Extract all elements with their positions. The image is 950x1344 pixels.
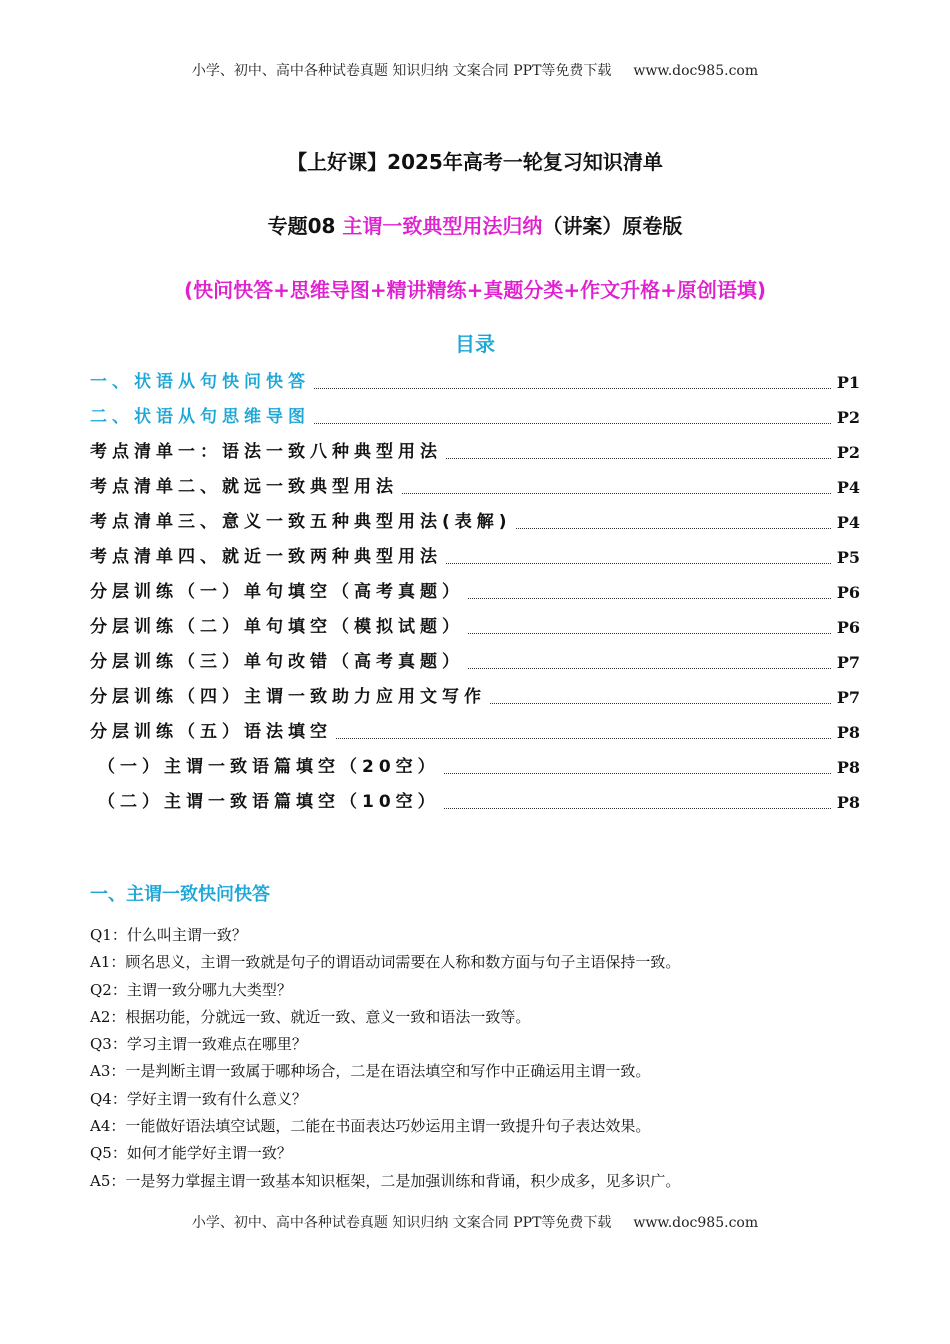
- toc-entry[interactable]: [90, 360, 860, 395]
- toc-leader: [468, 597, 831, 599]
- toc-leader: [516, 527, 831, 529]
- subtitle-highlight: 主谓一致典型用法归纳: [342, 214, 543, 238]
- toc-entry-page: P7: [836, 653, 860, 672]
- toc-heading: 目录: [455, 332, 495, 356]
- toc-entry-label: （一）主谓一致语篇填空（20空）: [98, 757, 440, 777]
- toc-entry-page: P8: [836, 758, 860, 777]
- toc-entry[interactable]: [90, 395, 860, 430]
- toc-entry[interactable]: [90, 570, 860, 605]
- qa-list: [90, 922, 870, 1195]
- footer-text: 小学、初中、高中各种试卷真题 知识归纳 文案合同 PPT等免费下载: [191, 1215, 612, 1231]
- answer-line: A1：顾名思义，主谓一致就是句子的谓语动词需要在人称和数方面与句子主语保持一致。: [90, 953, 681, 972]
- toc-entry-label: 分层训练（一）单句填空（高考真题）: [90, 582, 464, 602]
- question-line: Q4：学好主谓一致有什么意义？: [90, 1089, 307, 1108]
- toc-entry-page: P7: [836, 688, 860, 707]
- page-header: [0, 60, 950, 80]
- subtitle-prefix: 专题08: [267, 214, 343, 238]
- toc-leader: [468, 667, 831, 669]
- question-line: Q2：主谓一致分哪九大类型？: [90, 980, 292, 999]
- answer-line: A4：一能做好语法填空试题，二能在书面表达巧妙运用主谓一致提升句子表达效果。: [90, 1117, 651, 1136]
- toc-entry-page: P8: [836, 793, 860, 812]
- toc-leader: [446, 457, 831, 459]
- toc-entry-label: 考点清单一：语法一致八种典型用法: [90, 442, 442, 462]
- toc-leader: [444, 807, 831, 809]
- toc-entry[interactable]: [90, 710, 860, 745]
- toc-leader: [468, 632, 831, 634]
- doc-tagline: (快问快答+思维导图+精讲精练+真题分类+作文升格+原创语填): [183, 278, 767, 302]
- toc-entry-page: P4: [836, 513, 860, 532]
- subtitle-suffix: （讲案）原卷版: [542, 214, 683, 238]
- question-line: Q3：学习主谓一致难点在哪里？: [90, 1035, 307, 1054]
- toc-leader: [402, 492, 831, 494]
- toc-leader: [314, 422, 831, 424]
- toc-entry-label: 分层训练（四）主谓一致助力应用文写作: [90, 687, 486, 707]
- toc-entry[interactable]: [90, 640, 860, 675]
- page-footer: [0, 1212, 950, 1232]
- toc-entry[interactable]: [90, 605, 860, 640]
- question-line: Q5：如何才能学好主谓一致？: [90, 1144, 292, 1163]
- toc-entry[interactable]: [90, 535, 860, 570]
- toc-entry-label: 一、状语从句快问快答: [90, 372, 310, 392]
- toc-entry-page: P4: [836, 478, 860, 497]
- answer-line: A2：根据功能，分就远一致、就近一致、意义一致和语法一致等。: [90, 1007, 531, 1026]
- toc-entry-label: 分层训练（五）语法填空: [90, 722, 332, 742]
- toc-entry-label: 二、状语从句思维导图: [90, 407, 310, 427]
- toc-entry-label: 分层训练（二）单句填空（模拟试题）: [90, 617, 464, 637]
- toc-entry-page: P6: [836, 618, 860, 637]
- toc-entry-page: P2: [836, 408, 860, 427]
- toc-leader: [336, 737, 831, 739]
- toc-entry-label: （二）主谓一致语篇填空（10空）: [98, 792, 440, 812]
- question-line: Q1：什么叫主谓一致？: [90, 926, 247, 944]
- table-of-contents: [90, 360, 860, 815]
- toc-entry-label: 分层训练（三）单句改错（高考真题）: [90, 652, 464, 672]
- toc-entry[interactable]: [90, 465, 860, 500]
- toc-entry[interactable]: [90, 500, 860, 535]
- section-heading: 一、主谓一致快问快答: [90, 884, 270, 905]
- toc-entry[interactable]: [90, 430, 860, 465]
- header-text: 小学、初中、高中各种试卷真题 知识归纳 文案合同 PPT等免费下载: [191, 63, 612, 79]
- toc-entry[interactable]: [90, 675, 860, 710]
- toc-entry-page: P2: [836, 443, 860, 462]
- toc-entry-page: P8: [836, 723, 860, 742]
- toc-entry-page: P6: [836, 583, 860, 602]
- answer-line: A5：一是努力掌握主谓一致基本知识框架，二是加强训练和背诵，积少成多，见多识广。: [90, 1171, 681, 1190]
- toc-leader: [490, 702, 831, 704]
- footer-url[interactable]: www.doc985.com: [633, 1215, 759, 1231]
- toc-entry[interactable]: [90, 780, 860, 815]
- answer-line: A3：一是判断主谓一致属于哪种场合，二是在语法填空和写作中正确运用主谓一致。: [90, 1062, 651, 1081]
- toc-leader: [444, 772, 831, 774]
- toc-leader: [314, 387, 831, 389]
- toc-entry-page: P1: [836, 373, 860, 392]
- toc-entry-label: 考点清单二、就远一致典型用法: [90, 477, 398, 497]
- toc-entry[interactable]: [90, 745, 860, 780]
- toc-entry-label: 考点清单三、意义一致五种典型用法(表解): [90, 512, 512, 532]
- doc-subtitle: [0, 210, 950, 239]
- header-url[interactable]: www.doc985.com: [633, 63, 759, 79]
- toc-entry-label: 考点清单四、就近一致两种典型用法: [90, 547, 442, 567]
- toc-entry-page: P5: [836, 548, 860, 567]
- doc-title: 【上好课】2025年高考一轮复习知识清单: [287, 150, 663, 174]
- toc-leader: [446, 562, 831, 564]
